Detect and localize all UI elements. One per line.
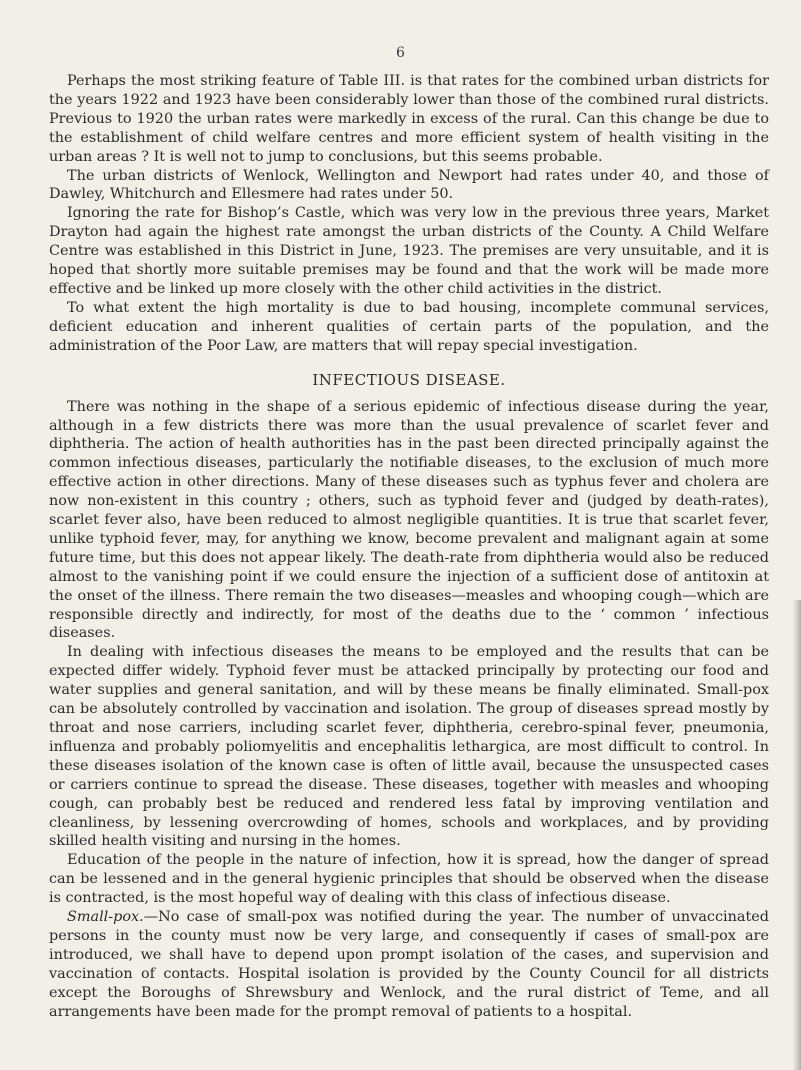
paragraph-market-drayton: Ignoring the rate for Bishop’s Castle, which was very low in the previous three years, Market Drayton had again the highest rate amongst the urban districts of the County. A Child Welfare Centre was established in this District in June, 1923. The premises are very unsuitable, and it is hoped that shortly more suitable premises may be found and that the work will be made more effective and be linked up more closely with the other child activities in the district. [49,205,769,297]
paragraph-high-mortality: To what extent the high mortality is due to bad housing, incomplete communal services, deficient education and inherent qualities of certain parts of the population, and the administration of the Poor Law, are matters that will repay special investigation. [49,299,769,354]
page-edge-shadow [793,600,801,1070]
smallpox-lead: Small-pox. [67,909,144,926]
paragraph-dealing-with-infectious: In dealing with infectious diseases the means to be employed and the results that can be expected differ widely. Typhoid fever must be attacked principally by protecting our food and water supplies and general sanitation, and will by these means be finally eliminated. Small-pox can be absolutely controlled by vaccination and isolation. The group of diseases spread mostly by throat and nose carriers, including scarlet fever, diphtheria, cerebro-spinal fever, pneumonia, influenza and probably poliomyelitis and encephalitis lethargica, are most difficult to control. In these diseases isolation of the known case is often of little avail, because the unsuspected cases or carriers continue to spread the disease. These diseases, together with measles and whooping cough, can probably best be reduced and rendered less fatal by improving ventilation and cleanliness, by lessening overcrowding of homes, schools and workplaces, and by providing skilled health visiting and nursing in the homes. [49,644,769,850]
section-heading: INFECTIOUS DISEASE. [312,370,506,389]
paragraph-education: Education of the people in the nature of infection, how it is spread, how the danger of spread can be lessened and in the general hygienic principles that should be observed when the disease is contracted, is the most hopeful way of dealing with this class of infectious disease. [49,852,769,907]
paragraph-smallpox [49,908,769,1021]
page-number: 6 [396,45,405,61]
paragraph-urban-districts: The urban districts of Wenlock, Wellington and Newport had rates under 40, and those of Dawley, Whitchurch and Ellesmere had rates under 50. [49,167,769,203]
paragraph-no-epidemic: There was nothing in the shape of a serious epidemic of infectious disease during the year, although in a few districts there was more than the usual prevalence of scarlet fever and diphtheria. The action of health authorities has in the past been directed principally against the common infectious diseases, particularly the notifiable diseases, to the exclusion of much more effective action in other directions. Many of these diseases such as typhus fever and cholera are now non-existent in this country ; others, such as typhoid fever and (judged by death-rates), scarlet fever also, have been reduced to almost negligible quantities. It is true that scarlet fever, unlike typhoid fever, may, for anything we know, become prevalent and malignant again at some future time, but this does not appear likely. The death-rate from diphtheria would also be reduced almost to the vanishing point if we could ensure the injection of a sufficient dose of antitoxin at the onset of the illness. There remain the two diseases—measles and whooping cough—which are responsible directly and indirectly, for most of the deaths due to the ‘ common ’ infectious diseases. [49,398,769,642]
paragraph-table-iii: Perhaps the most striking feature of Table III. is that rates for the combined urban districts for the years 1922 and 1923 have been considerably lower than those of the combined rural districts. Previous to 1920 the urban rates were markedly in excess of the rural. Can this change be due to the establishment of child welfare centres and more efficient system of health visiting in the urban areas ? It is well not to jump to conclusions, but this seems probable. [49,73,769,165]
smallpox-text: —No case of small-pox was notified during the year. The number of unvaccinated persons in the county must now be very large, and consequently if cases of small-pox are introduced, we shall have to depend upon prompt isolation of the cases, and supervision and vaccination of contacts. Hospital isolation is provided by the County Council for all districts except the Boroughs of Shrewsbury and Wenlock, and the rural district of Teme, and all arrangements have been made for the prompt removal of patients to a hospital. [49,909,769,1020]
